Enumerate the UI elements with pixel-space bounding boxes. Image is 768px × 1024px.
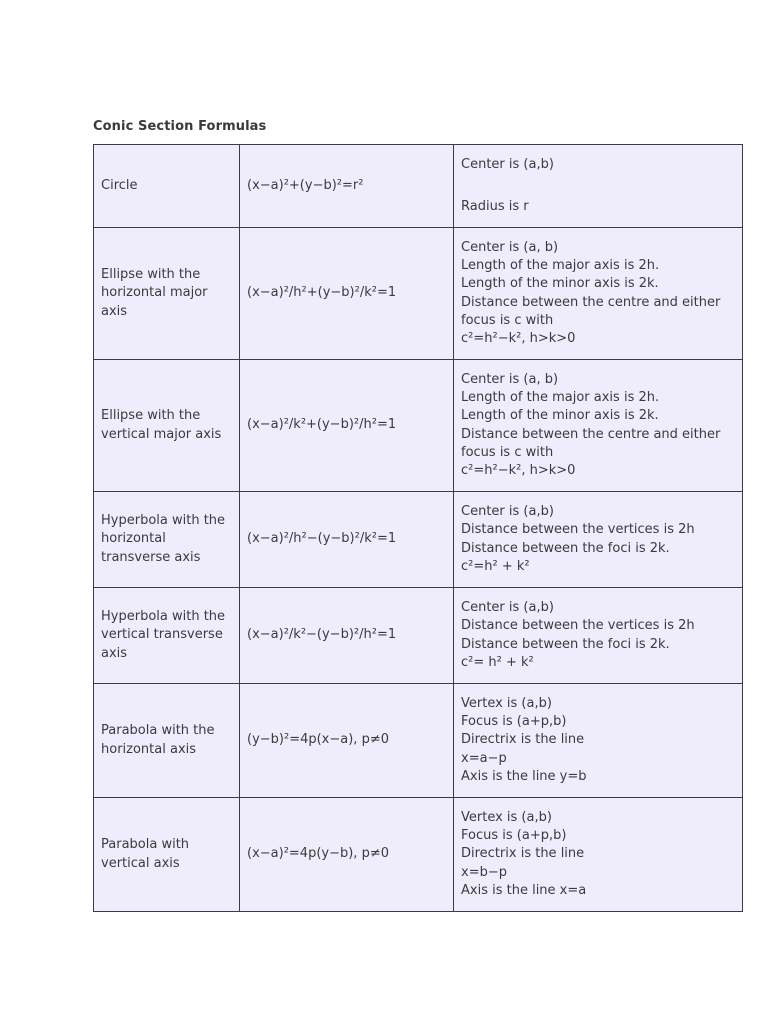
property-line: Center is (a,b)	[461, 157, 554, 173]
formula-cell	[240, 360, 454, 492]
conic-name-line: vertical transverse	[101, 627, 223, 643]
property-line: Distance between the centre and either	[461, 294, 721, 310]
table-row-hyperbola-horizontal	[94, 492, 743, 588]
conic-name-cell	[94, 798, 240, 912]
property-line: Center is (a, b)	[461, 371, 559, 387]
conic-name-line: Hyperbola with the	[101, 513, 226, 529]
formula-text: (x−a)²=4p(y−b), p≠0	[247, 846, 389, 862]
property-line: Distance between the foci is 2k.	[461, 540, 670, 556]
conic-name-line: Parabola with	[101, 837, 190, 853]
property-line: Radius is r	[461, 198, 529, 214]
formula-cell	[240, 492, 454, 588]
formula-text: (x−a)²/k²+(y−b)²/h²=1	[247, 417, 397, 433]
property-line: Distance between the foci is 2k.	[461, 636, 670, 652]
property-line: Focus is (a+p,b)	[461, 828, 567, 844]
property-line: c²=h²−k², h>k>0	[461, 463, 576, 479]
conic-name-line: axis	[101, 303, 128, 319]
property-line: Distance between the vertices is 2h	[461, 522, 695, 538]
table-row-hyperbola-vertical	[94, 588, 743, 684]
property-line: Center is (a,b)	[461, 503, 554, 519]
conic-name-line: Ellipse with the	[101, 267, 201, 283]
properties-cell	[454, 228, 743, 360]
conic-name-line: Parabola with the	[101, 723, 215, 739]
formula-cell	[240, 798, 454, 912]
formula-cell	[240, 145, 454, 228]
property-line: Center is (a,b)	[461, 599, 554, 615]
conic-name-cell	[94, 228, 240, 360]
properties-cell	[454, 798, 743, 912]
conic-name-cell	[94, 145, 240, 228]
property-line: Directrix is the line	[461, 732, 585, 748]
property-line: Length of the minor axis is 2k.	[461, 276, 659, 292]
conic-name-cell	[94, 588, 240, 684]
formula-cell	[240, 588, 454, 684]
conic-name-cell	[94, 492, 240, 588]
property-line: focus is c with	[461, 444, 554, 460]
property-spacer	[461, 175, 735, 198]
formula-cell	[240, 684, 454, 798]
conic-name-line: vertical major axis	[101, 426, 222, 442]
conic-name-line: vertical axis	[101, 855, 180, 871]
property-line: c²= h² + k²	[461, 654, 534, 670]
formula-cell	[240, 228, 454, 360]
property-line: Length of the major axis is 2h.	[461, 257, 660, 273]
properties-cell	[454, 588, 743, 684]
conic-name-line: Circle	[101, 177, 138, 193]
conic-name-line: Hyperbola with the	[101, 609, 226, 625]
property-line: Vertex is (a,b)	[461, 809, 552, 825]
property-line: focus is c with	[461, 312, 554, 328]
formula-text: (x−a)²/h²+(y−b)²/k²=1	[247, 285, 397, 301]
property-line: Focus is (a+p,b)	[461, 714, 567, 730]
property-line: Vertex is (a,b)	[461, 695, 552, 711]
property-line: Length of the minor axis is 2k.	[461, 408, 659, 424]
formula-text: (x−a)²+(y−b)²=r²	[247, 177, 364, 193]
conic-name-cell	[94, 360, 240, 492]
property-line: Distance between the vertices is 2h	[461, 618, 695, 634]
properties-cell	[454, 360, 743, 492]
conic-name-line: transverse axis	[101, 549, 201, 565]
table-row-parabola-horizontal	[94, 684, 743, 798]
formula-text: (x−a)²/k²−(y−b)²/h²=1	[247, 627, 397, 643]
conic-name-line: axis	[101, 645, 128, 661]
property-line: Axis is the line x=a	[461, 882, 587, 898]
property-line: x=a−p	[461, 750, 507, 766]
table-row-circle	[94, 145, 743, 228]
conic-name-cell	[94, 684, 240, 798]
conic-name-line: horizontal major	[101, 285, 208, 301]
properties-cell	[454, 684, 743, 798]
table-row-parabola-vertical	[94, 798, 743, 912]
formula-text: (x−a)²/h²−(y−b)²/k²=1	[247, 531, 397, 547]
properties-cell	[454, 145, 743, 228]
conic-name-line: horizontal axis	[101, 741, 197, 757]
properties-cell	[454, 492, 743, 588]
property-line: c²=h² + k²	[461, 558, 530, 574]
property-line: Directrix is the line	[461, 846, 585, 862]
property-line: Center is (a, b)	[461, 239, 559, 255]
conic-formulas-table	[93, 144, 743, 912]
property-line: Distance between the centre and either	[461, 426, 721, 442]
conic-name-line: horizontal	[101, 531, 166, 547]
formula-text: (y−b)²=4p(x−a), p≠0	[247, 732, 389, 748]
page-title: Conic Section Formulas	[93, 119, 267, 134]
table-row-ellipse-horizontal	[94, 228, 743, 360]
table-row-ellipse-vertical	[94, 360, 743, 492]
property-line: x=b−p	[461, 864, 507, 880]
property-line: Length of the major axis is 2h.	[461, 389, 660, 405]
property-line: c²=h²−k², h>k>0	[461, 331, 576, 347]
conic-name-line: Ellipse with the	[101, 408, 201, 424]
property-line: Axis is the line y=b	[461, 768, 587, 784]
